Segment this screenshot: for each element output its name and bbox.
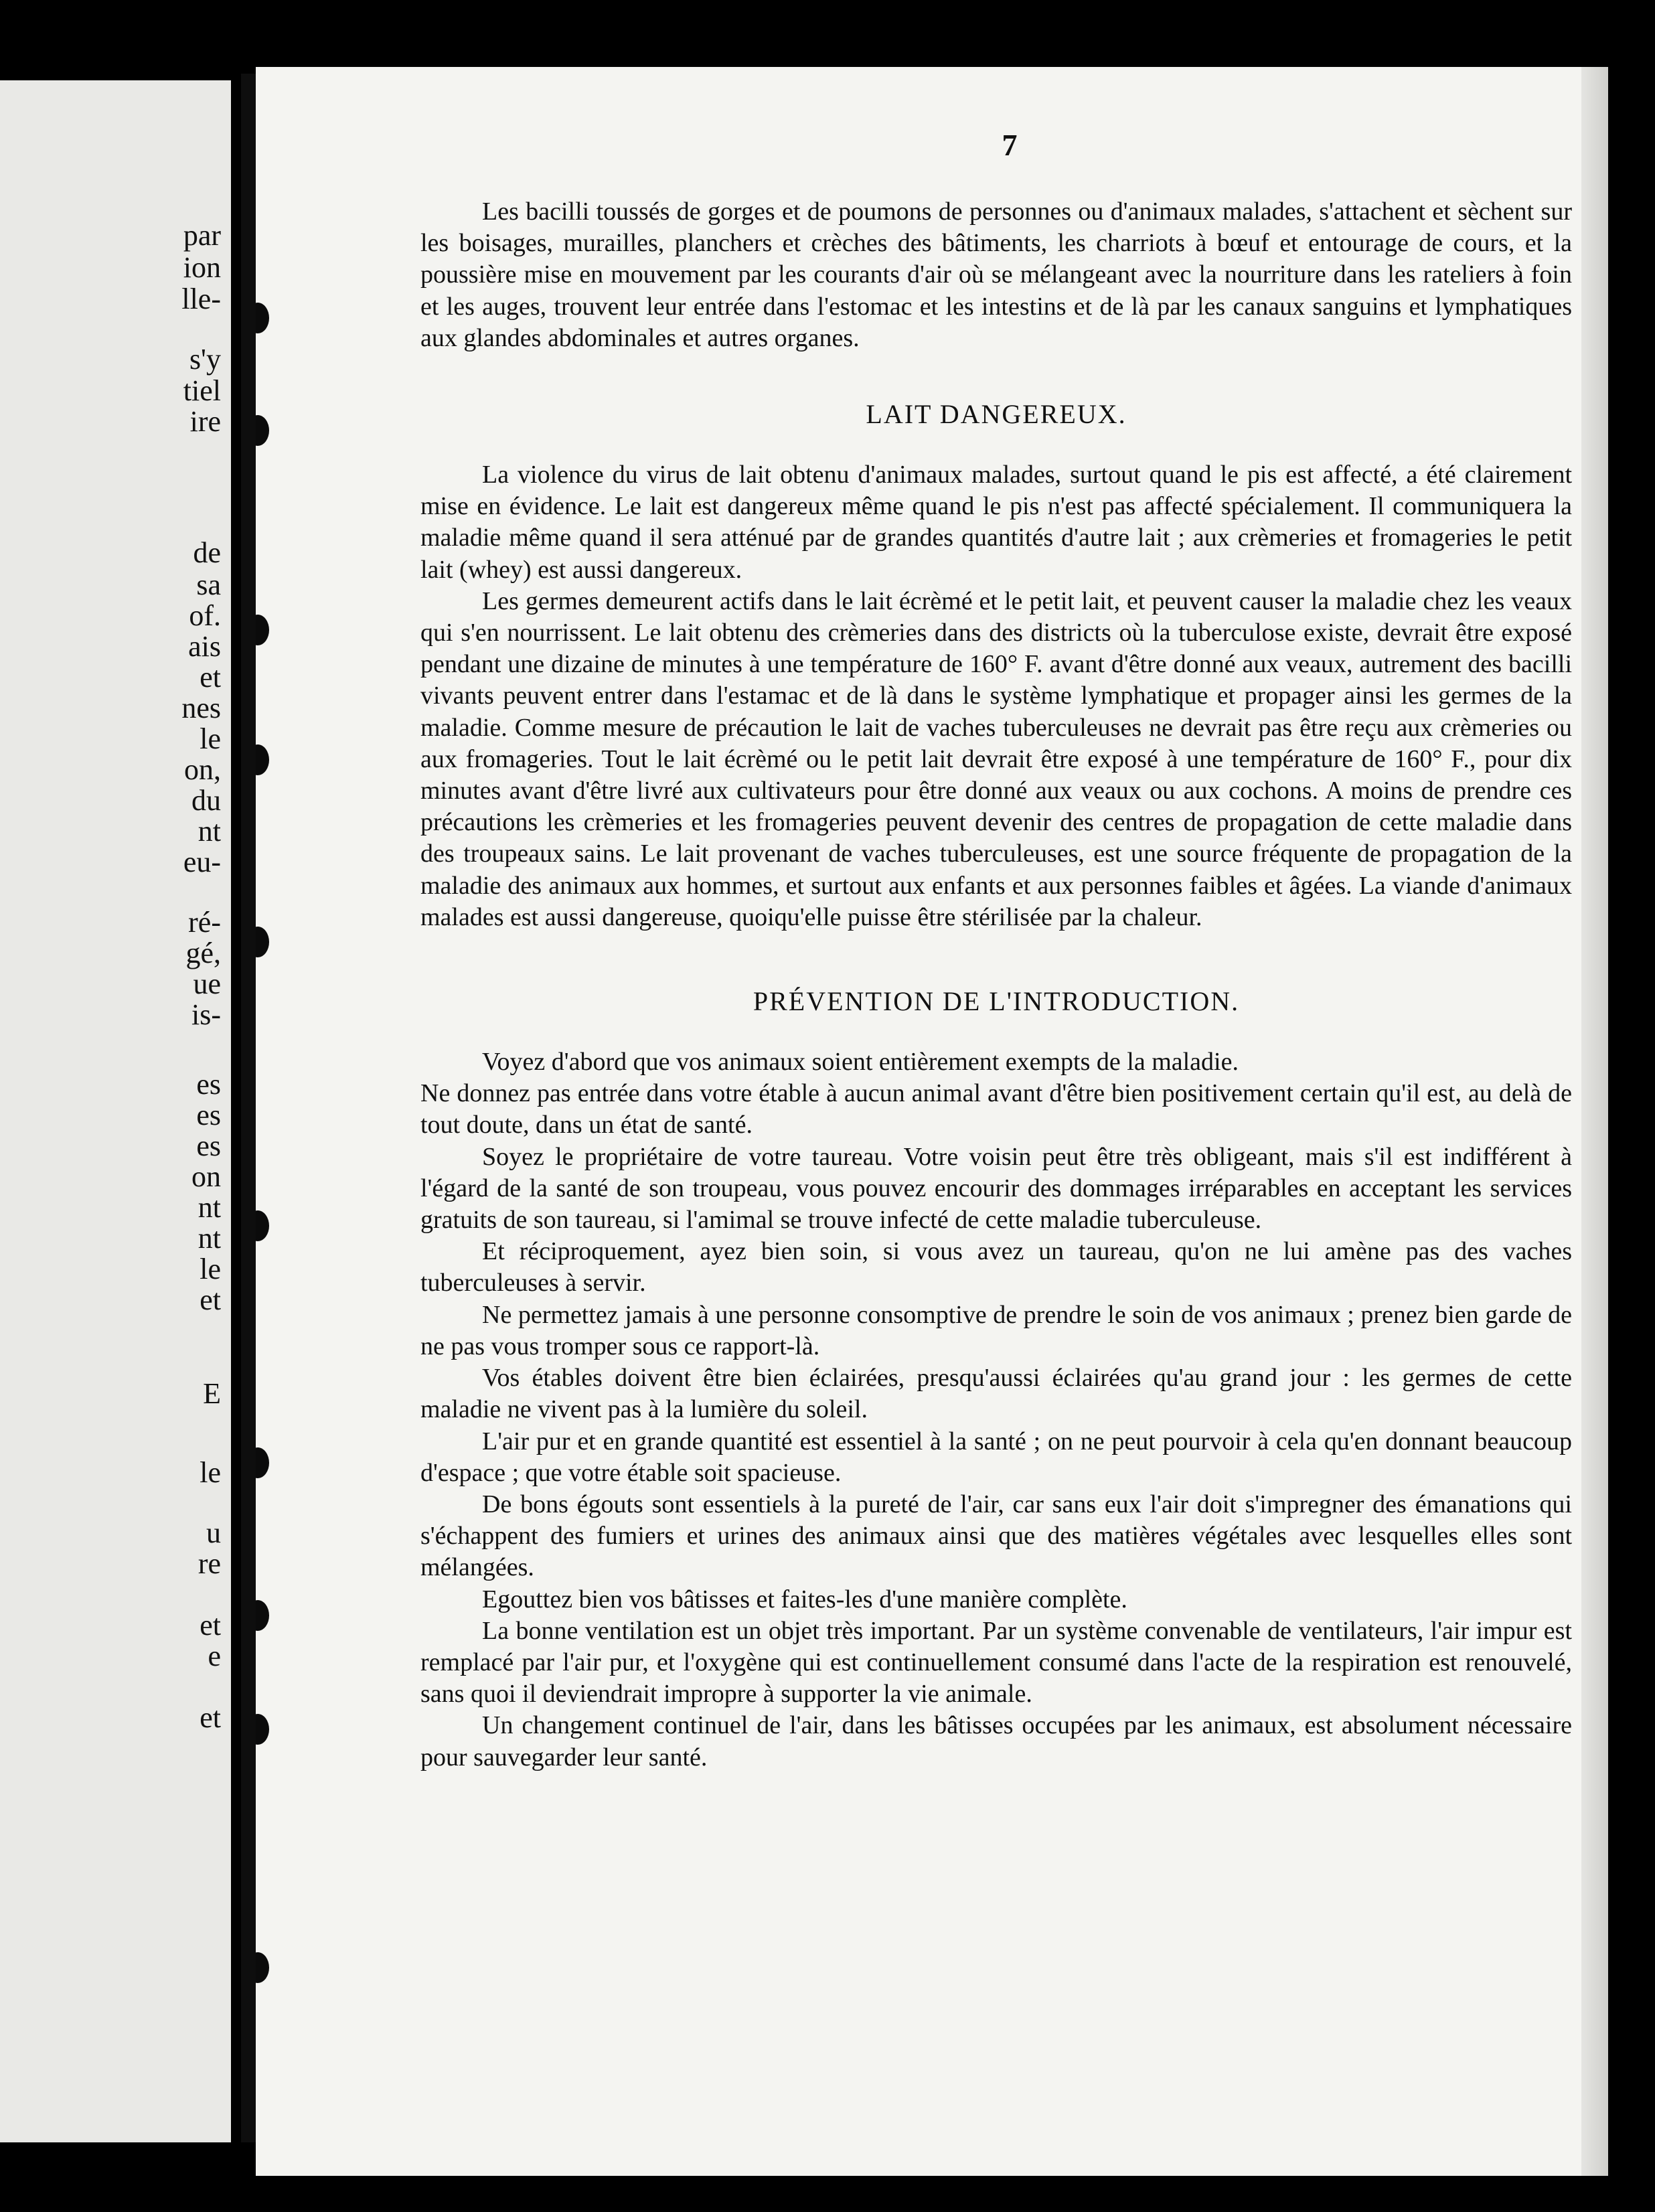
binding-hole [256, 303, 269, 333]
left-fragment: et [200, 1283, 221, 1316]
body-paragraph: De bons égouts sont essentiels à la pureté de l'air, car sans eux l'air doit s'impregner des émanations qui s'échappent des fumiers et urines des animaux ainsi que des matières végétales avec lesquelles elles sont mélangées. [420, 1490, 1572, 1582]
left-fragment: sa [196, 568, 221, 601]
left-fragment: es [196, 1099, 221, 1131]
body-paragraph: Vos étables doivent être bien éclairées, presqu'aussi éclairées qu'au grand jour : les germes de cette maladie ne vivent pas à la lumière du soleil. [420, 1364, 1572, 1424]
left-fragment: es [196, 1129, 221, 1162]
left-fragment: et [200, 661, 221, 694]
left-fragment: lle- [181, 283, 221, 315]
body-paragraph: Soyez le propriétaire de votre taureau. Votre voisin peut être très obligeant, mais s'il est indifférent à l'égard de la santé de son troupeau, vous pouvez encourir des dommages irréparables en acceptant les services gratuits de son taureau, si l'amimal se trouve infecté de cette maladie tuberculeuse. [420, 1142, 1572, 1235]
body-paragraph: Egouttez bien vos bâtisses et faites-les d'une manière complète. [482, 1585, 1127, 1613]
left-page-text-fragments [0, 80, 231, 2142]
body-paragraph: Et réciproquement, ayez bien soin, si vous avez un taureau, qu'on ne lui amène pas des vaches tuberculeuses à servir. [420, 1237, 1572, 1297]
left-page-edge [0, 80, 231, 2142]
left-fragment: ire [189, 405, 221, 438]
section-heading-lait: LAIT DANGEREUX. [866, 399, 1127, 430]
left-fragment: nt [198, 815, 221, 848]
binding-hole [256, 927, 269, 957]
left-fragment: eu- [183, 846, 221, 878]
left-fragment: is- [191, 998, 221, 1031]
binding-hole [256, 1210, 269, 1241]
left-fragment: of. [189, 599, 221, 632]
left-fragment: nes [181, 692, 221, 724]
left-fragment: ais [188, 630, 221, 663]
left-fragment: on [191, 1160, 221, 1193]
right-page [256, 67, 1608, 2176]
left-fragment: tiel [183, 374, 221, 407]
body-paragraph: Les germes demeurent actifs dans le lait écrèmé et le petit lait, et peuvent causer la maladie chez les veaux qui s'en nourrissent. Le lait obtenu des crèmeries dans des districts où la tuberculose existe, devrait être exposé pendant une dizaine de minutes à une température de 160° F. avant d'être donné aux veaux, autrement des bacilli vivants peuvent entrer dans l'estamac et de là dans le système lymphatique et propager ainsi les germes de la maladie. Comme mesure de précaution le lait de vaches tuberculeuses ne devrait pas être reçu aux crèmeries ou aux fromageries. Tout le lait écrèmé ou le petit lait devrait être exposé à une température de 160° F., pour dix minutes avant d'être livré aux cultivateurs pour être donné aux veaux ou aux cochons. A moins de prendre ces précautions les crèmeries et les fromageries peuvent devenir des centres de propagation de cette maladie dans des troupeaux sains. Le lait provenant de vaches tuberculeuses, est une source fréquente de propagation de la maladie des animaux aux hommes, et surtout aux enfants et aux personnes faibles et âgées. La viande d'animaux malades est aussi dangereuse, quoiqu'elle puisse être stérilisée par la chaleur. [420, 586, 1572, 931]
left-fragment: re [198, 1547, 221, 1580]
binding-hole [256, 615, 269, 645]
left-fragment: es [196, 1068, 221, 1101]
left-fragment: e [208, 1640, 221, 1672]
left-fragment: gé, [185, 937, 221, 969]
left-fragment: le [200, 1253, 221, 1285]
binding-hole [256, 415, 269, 446]
left-fragment: ion [183, 251, 221, 284]
body-paragraph: Ne donnez pas entrée dans votre étable à aucun animal avant d'être bien positivement certain qu'il est, au delà de tout doute, dans un état de santé. [420, 1079, 1572, 1139]
page-number: 7 [1002, 128, 1018, 162]
left-fragment: ue [193, 967, 221, 1000]
binding-hole [256, 1600, 269, 1631]
binding-gutter [241, 74, 256, 2142]
section-heading-prevention: PRÉVENTION DE L'INTRODUCTION. [753, 986, 1240, 1017]
intro-paragraph: Les bacilli toussés de gorges et de poumons de personnes ou d'animaux malades, s'attachent et sèchent sur les boisages, murailles, planchers et crèches des bâtiments, les charriots à bœuf et entourage de cours, et la poussière mise en mouvement par les courants d'air où se mélangeant avec la nourriture dans les rateliers à foin et les auges, trouvent leur entrée dans l'estomac et les intestins et de là par les canaux sanguins et lymphatiques aux glandes abdominales et autres organes. [420, 198, 1572, 352]
binding-hole [256, 744, 269, 775]
body-paragraph: La bonne ventilation est un objet très important. Par un système convenable de ventilateurs, l'air impur est remplacé par l'air pur, et l'oxygène qui est continuellement consumé dans l'acte de la respiration est renouvelé, sans quoi il deviendrait impropre à supporter la vie animale. [420, 1616, 1572, 1709]
left-fragment: le [200, 1456, 221, 1489]
page-content [420, 127, 1572, 1773]
body-paragraph: Un changement continuel de l'air, dans les bâtisses occupées par les animaux, est absolument nécessaire pour sauvegarder leur santé. [420, 1711, 1572, 1771]
left-fragment: nt [198, 1222, 221, 1255]
body-paragraph: Voyez d'abord que vos animaux soient entièrement exempts de la maladie. [482, 1048, 1239, 1077]
left-fragment: de [193, 536, 221, 569]
left-fragment: s'y [189, 343, 221, 376]
left-fragment: du [191, 784, 221, 817]
left-fragment: par [183, 219, 221, 252]
left-fragment: et [200, 1701, 221, 1734]
left-fragment: le [200, 722, 221, 755]
binding-hole [256, 1447, 269, 1478]
left-fragment: et [200, 1609, 221, 1642]
left-fragment: u [206, 1516, 221, 1549]
binding-hole [256, 1952, 269, 1983]
body-paragraph: Ne permettez jamais à une personne consomptive de prendre le soin de vos animaux ; prenez bien garde de ne pas vous tromper sous ce rapport-là. [420, 1300, 1572, 1360]
binding-hole [256, 1714, 269, 1745]
page-edge-shadow [1581, 67, 1608, 2176]
left-fragment: ré- [188, 906, 221, 939]
left-fragment: on, [184, 753, 221, 786]
left-fragment: E [203, 1377, 221, 1410]
left-fragment: nt [198, 1191, 221, 1224]
body-paragraph: L'air pur et en grande quantité est essentiel à la santé ; on ne peut pourvoir à cela qu'en donnant beaucoup d'espace ; que votre étable soit spacieuse. [420, 1427, 1572, 1487]
body-paragraph: La violence du virus de lait obtenu d'animaux malades, surtout quand le pis est affecté, a été clairement mise en évidence. Le lait est dangereux même quand le pis n'est pas affecté spécialement. Il communiquera la maladie même quand il sera atténué par de grandes quantités d'autre lait ; aux crèmeries et fromageries le petit lait (whey) est aussi dangereux. [420, 461, 1572, 584]
